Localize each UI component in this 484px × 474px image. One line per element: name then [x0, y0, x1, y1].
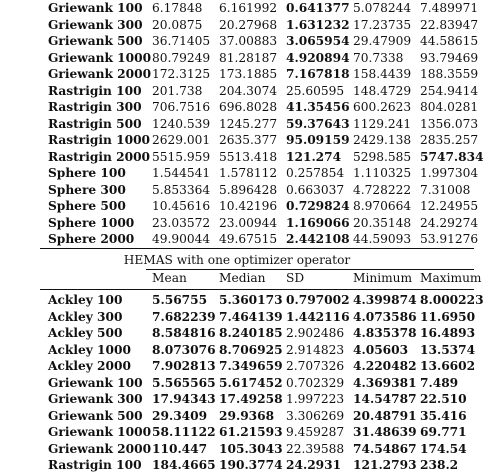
table-cell: 190.3774 [219, 458, 283, 472]
table-cell: 706.7516 [152, 100, 211, 114]
table-cell: 172.3125 [152, 67, 211, 81]
table-row [0, 215, 479, 232]
table-row [0, 408, 474, 425]
table-cell: 121.2793 [353, 458, 417, 472]
table-row [0, 83, 479, 100]
table-row [0, 325, 474, 342]
table-cell: 1.442116 [286, 309, 350, 324]
table-cell: 36.71405 [152, 34, 211, 48]
table-row [0, 17, 479, 34]
table-cell: 29.9368 [219, 408, 275, 423]
table-cell: 3.065954 [286, 34, 350, 48]
table-cell: 74.54867 [353, 441, 417, 456]
table-cell: 69.771 [420, 425, 467, 439]
table-row [0, 182, 474, 199]
table-cell: 4.369381 [353, 375, 417, 390]
table-cell: 4.728222 [353, 182, 412, 197]
row-label: Griewank 100 [48, 375, 143, 390]
table-cell: 7.489 [420, 375, 459, 390]
column-header: Median [219, 271, 266, 285]
table-cell: 173.1885 [219, 67, 278, 81]
table-cell: 44.59093 [353, 232, 412, 246]
table-cell: 22.39588 [286, 441, 345, 456]
column-header: Minimum [353, 271, 413, 285]
row-label: Griewank 300 [48, 392, 143, 406]
table-cell: 35.416 [420, 408, 467, 423]
table-cell: 1.997223 [286, 392, 345, 406]
table-cell: 29.3409 [152, 408, 208, 423]
table-cell: 53.91276 [420, 232, 479, 246]
table-row [0, 309, 474, 326]
table-cell: 4.399874 [353, 293, 417, 307]
table-cell: 7.167818 [286, 67, 350, 81]
table-caption: HEMAS with one optimizer operator [123, 253, 351, 267]
table-cell: 5.565565 [152, 375, 216, 390]
row-label: Rastrigin 100 [48, 458, 142, 472]
row-label: Griewank 300 [48, 17, 143, 32]
table-cell: 110.447 [152, 441, 208, 456]
table-cell: 804.0281 [420, 100, 479, 114]
table-cell: 5513.418 [219, 149, 278, 164]
table-cell: 23.00944 [219, 215, 278, 230]
table-cell: 201.738 [152, 83, 203, 98]
table-cell: 2629.001 [152, 133, 211, 147]
table-row [0, 50, 479, 67]
table-cell: 1.578112 [219, 166, 278, 180]
table-row [0, 132, 479, 149]
table-cell: 0.797002 [286, 293, 350, 307]
row-label: Griewank 100 [48, 1, 143, 15]
row-label: Griewank 500 [48, 34, 143, 48]
table-row [0, 99, 479, 116]
table-cell: 2.707326 [286, 359, 345, 373]
table-cell: 11.6950 [420, 309, 476, 324]
table-cell: 2429.138 [353, 133, 412, 147]
table-cell: 37.00883 [219, 34, 278, 48]
table-cell: 13.5374 [420, 342, 476, 357]
table-cell: 4.05603 [353, 342, 409, 357]
table-cell: 2.914823 [286, 342, 345, 357]
table-cell: 14.54787 [353, 392, 417, 406]
table-row [0, 375, 474, 392]
table-cell: 238.2 [420, 458, 459, 472]
table-cell: 24.2931 [286, 458, 342, 472]
table-cell: 1240.539 [152, 116, 211, 131]
table-cell: 1.169066 [286, 215, 350, 230]
table-cell: 148.4729 [353, 83, 412, 98]
table-cell: 1.544541 [152, 166, 211, 180]
table-cell: 8.584816 [152, 326, 216, 340]
row-label: Rastrigin 100 [48, 83, 142, 98]
row-label: Rastrigin 2000 [48, 149, 151, 164]
table-cell: 17.49258 [219, 392, 283, 406]
row-label: Griewank 1000 [48, 425, 152, 439]
table-cell: 7.902813 [152, 359, 216, 373]
table-cell: 4.920894 [286, 50, 350, 65]
table-cell: 254.9414 [420, 83, 479, 98]
table-cell: 3.306269 [286, 408, 345, 423]
table-row [0, 358, 474, 375]
row-label: Sphere 500 [48, 199, 126, 213]
row-label: Ackley 300 [48, 309, 123, 324]
table-cell: 8.970664 [353, 199, 412, 213]
table-row [0, 231, 479, 248]
table-cell: 31.48639 [353, 425, 417, 439]
table-cell: 93.79469 [420, 50, 479, 65]
row-label: Sphere 1000 [48, 215, 135, 230]
row-label: Ackley 1000 [48, 342, 131, 357]
table-cell: 17.94343 [152, 392, 216, 406]
table-cell: 184.4665 [152, 458, 216, 472]
table-cell: 5.360173 [219, 293, 283, 307]
table-cell: 5.617452 [219, 375, 283, 390]
table-cell: 5298.585 [353, 149, 412, 164]
table-cell: 5747.834 [420, 149, 484, 164]
table-cell: 59.37643 [286, 116, 350, 131]
table-cell: 7.349659 [219, 359, 283, 373]
table-cell: 8.073076 [152, 342, 216, 357]
table-cell: 29.47909 [353, 34, 412, 48]
table-cell: 44.58615 [420, 34, 479, 48]
table-cell: 105.3043 [219, 441, 283, 456]
table-cell: 8.240185 [219, 326, 283, 340]
table-cell: 58.11122 [152, 425, 216, 439]
column-header: Mean [152, 271, 187, 285]
table-cell: 5.853364 [152, 182, 211, 197]
table-row [0, 33, 479, 50]
table-cell: 188.3559 [420, 67, 479, 81]
table-cell: 95.09159 [286, 133, 350, 147]
table-cell: 12.24955 [420, 199, 479, 213]
table-cell: 6.17848 [152, 1, 203, 15]
table-cell: 22.510 [420, 392, 467, 406]
table-rule [40, 289, 474, 290]
table-cell: 204.3074 [219, 83, 278, 98]
table-cell: 1356.073 [420, 116, 479, 131]
table-cell: 5.078244 [353, 1, 412, 15]
table-cell: 1.110325 [353, 166, 412, 180]
table-cell: 4.073586 [353, 309, 417, 324]
row-label: Griewank 500 [48, 408, 143, 423]
column-header: Maximum [420, 271, 482, 285]
table-row [0, 149, 484, 166]
table-cell: 16.4893 [420, 326, 476, 340]
row-label: Ackley 100 [48, 293, 123, 307]
table-cell: 7.682239 [152, 309, 216, 324]
table-cell: 17.23735 [353, 17, 412, 32]
table-cell: 25.60595 [286, 83, 345, 98]
table-cell: 174.54 [420, 441, 467, 456]
table-cell: 0.663037 [286, 182, 345, 197]
table-row [0, 165, 479, 182]
table-cell: 7.31008 [420, 182, 471, 197]
row-label: Griewank 1000 [48, 50, 152, 65]
table-cell: 41.35456 [286, 100, 350, 114]
table-cell: 10.45616 [152, 199, 211, 213]
table-cell: 8.706925 [219, 342, 283, 357]
table-cell: 10.42196 [219, 199, 278, 213]
table-cell: 81.28187 [219, 50, 278, 65]
table-cell: 121.274 [286, 149, 342, 164]
table-cell: 9.459287 [286, 425, 345, 439]
table-cell: 7.464139 [219, 309, 283, 324]
table-cell: 1.997304 [420, 166, 479, 180]
table-cell: 2.442108 [286, 232, 350, 246]
table-cell: 0.257854 [286, 166, 345, 180]
table-cell: 158.4439 [353, 67, 412, 81]
row-label: Ackley 500 [48, 326, 123, 340]
table-cell: 20.35148 [353, 215, 412, 230]
table-cell: 2835.257 [420, 133, 479, 147]
row-label: Ackley 2000 [48, 359, 131, 373]
row-label: Griewank 2000 [48, 67, 152, 81]
table-cell: 5.896428 [219, 182, 278, 197]
table-cell: 70.7338 [353, 50, 404, 65]
table-row [0, 342, 474, 359]
row-label: Sphere 100 [48, 166, 126, 180]
row-label: Sphere 300 [48, 182, 126, 197]
table-cell: 4.835378 [353, 326, 417, 340]
table-row [0, 116, 479, 133]
table-cell: 5.56755 [152, 293, 208, 307]
table-cell: 1245.277 [219, 116, 278, 131]
column-header: SD [286, 271, 305, 285]
table-cell: 24.29274 [420, 215, 479, 230]
table-cell: 22.83947 [420, 17, 479, 32]
table-cell: 1.631232 [286, 17, 350, 32]
table-cell: 13.6602 [420, 359, 476, 373]
table-row [0, 0, 479, 17]
table-row [0, 198, 479, 215]
table-cell: 49.67515 [219, 232, 278, 246]
table-cell: 4.220482 [353, 359, 417, 373]
table-cell: 6.161992 [219, 1, 278, 15]
table-cell: 49.90044 [152, 232, 211, 246]
table-cell: 20.48791 [353, 408, 417, 423]
row-label: Rastrigin 300 [48, 100, 142, 114]
table-row [0, 292, 484, 309]
table-cell: 600.2623 [353, 100, 412, 114]
row-label: Griewank 2000 [48, 441, 152, 456]
table-row [0, 441, 474, 458]
table-row [0, 66, 479, 83]
table-cell: 20.27968 [219, 17, 278, 32]
table-cell: 5515.959 [152, 149, 211, 164]
table-cell: 8.000223 [420, 293, 484, 307]
table-row [0, 424, 474, 441]
row-label: Rastrigin 1000 [48, 133, 151, 147]
table-rule [40, 248, 474, 249]
table-cell: 2635.377 [219, 133, 278, 147]
table-cell: 0.702329 [286, 375, 345, 390]
table-cell: 1129.241 [353, 116, 412, 131]
table-cell: 80.79249 [152, 50, 211, 65]
table-cell: 0.729824 [286, 199, 350, 213]
table-row [0, 391, 474, 408]
table-cell: 696.8028 [219, 100, 278, 114]
table-row [0, 457, 474, 474]
table-cell: 20.0875 [152, 17, 203, 32]
row-label: Rastrigin 500 [48, 116, 142, 131]
table-cell: 2.902486 [286, 326, 345, 340]
table-cell: 23.03572 [152, 215, 211, 230]
row-label: Sphere 2000 [48, 232, 135, 246]
table-cell: 7.489971 [420, 1, 479, 15]
table-cell: 61.21593 [219, 425, 283, 439]
table-cell: 0.641377 [286, 1, 350, 15]
